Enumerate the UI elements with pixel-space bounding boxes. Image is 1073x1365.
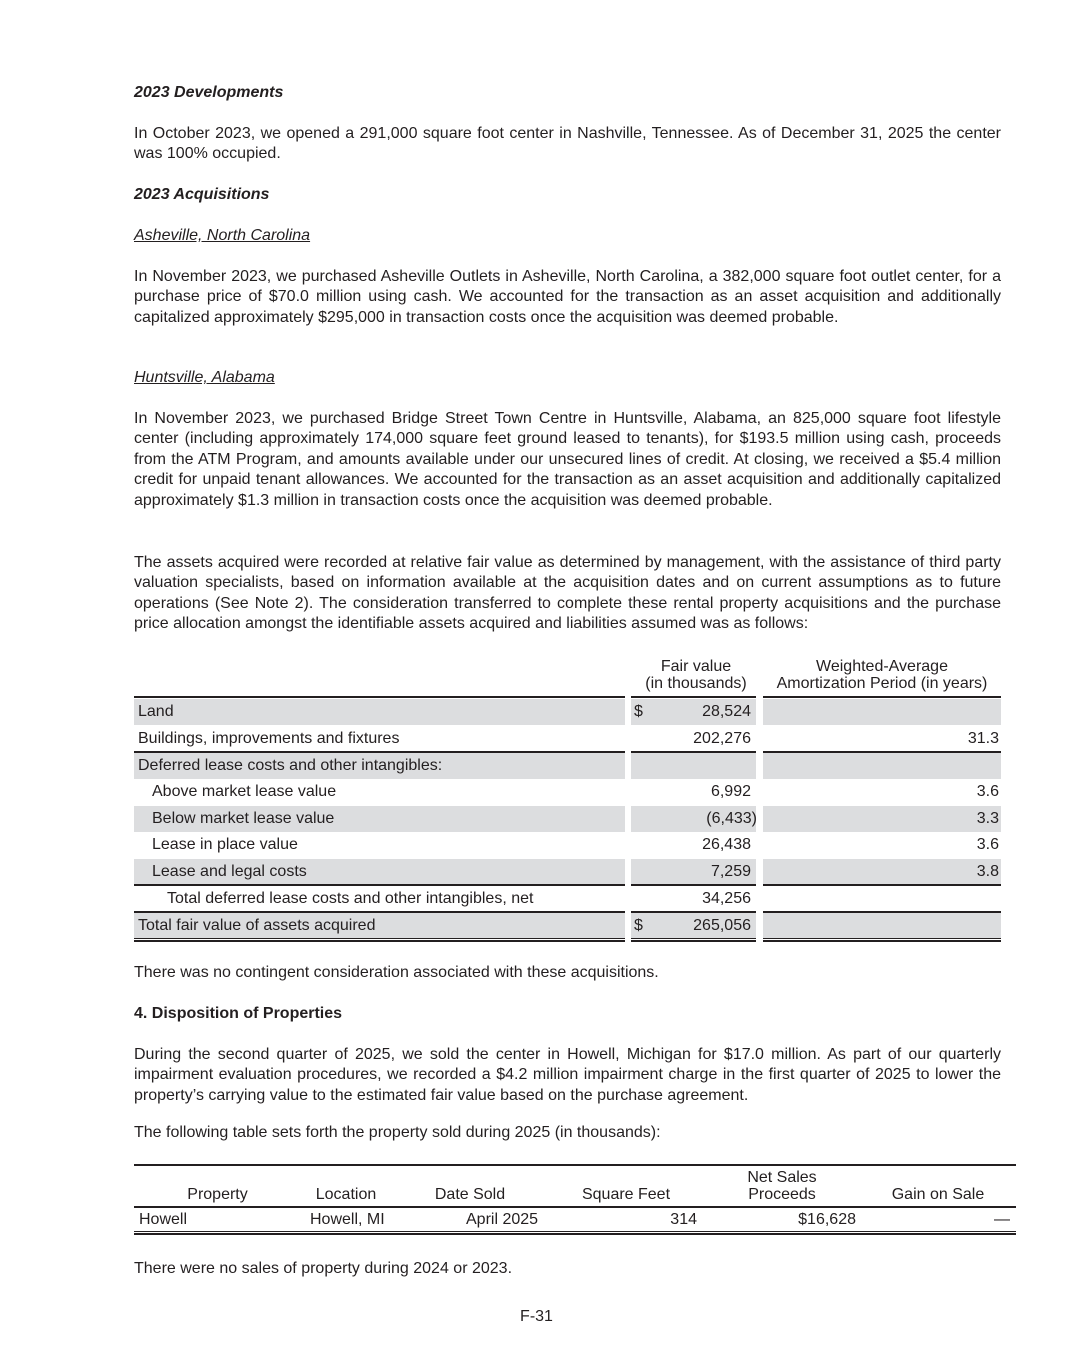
fair-value: 265,056: [693, 917, 751, 934]
header-rule: [134, 1206, 1016, 1208]
table-bottom-double-rule: [134, 1233, 1016, 1235]
row-label: Above market lease value: [152, 783, 337, 800]
developments-paragraph: In October 2023, we opened a 291,000 square foot center in Nashville, Tennessee. As of December 31, 2025 the center was 100% occupied.: [134, 125, 1001, 163]
row-label: Total deferred lease costs and other intangibles, net: [167, 890, 534, 907]
huntsville-paragraph: In November 2023, we purchased Bridge Street Town Centre in Huntsville, Alabama, an 825,000 square foot lifestyle center (including approximately 174,000 square feet ground leased to tenants), for $193.5 million using cash, proceeds from the ATM Program, and amounts available under our unsecured lines of credit. At closing, we received a $5.4 million credit for unpaid tenant allowances. We accounted for the transaction as an asset acquisition and additionally capitalized approximately $1.3 million in transaction costs once the acquisition was deemed probable.: [134, 410, 1001, 509]
amortization-period: 3.8: [976, 863, 999, 880]
amortization-period: 3.3: [976, 810, 999, 827]
page-number: F-31: [520, 1308, 553, 1325]
fair-value: 7,259: [710, 863, 751, 880]
header-rule: [631, 696, 756, 698]
fair-value-header: Fair value (in thousands): [645, 658, 747, 692]
developments-heading: 2023 Developments: [134, 84, 284, 101]
fair-value: 202,276: [693, 730, 751, 747]
table-row: [134, 913, 1001, 939]
row-label: Land: [138, 703, 174, 720]
amortization-period: 31.3: [967, 730, 999, 747]
table-bottom-double-rule: [134, 1231, 1016, 1232]
cell-property: Howell: [139, 1211, 188, 1228]
currency-symbol: $: [634, 917, 643, 934]
total-double-rule: [134, 940, 625, 942]
fair-value: 6,992: [710, 783, 751, 800]
total-double-rule: [763, 940, 1001, 942]
table-row: [134, 806, 1001, 832]
contingent-note: There was no contingent consideration associated with these acquisitions.: [134, 964, 659, 981]
disposition-paragraph: During the second quarter of 2025, we sold the center in Howell, Michigan for $17.0 million. As part of our quarterly impairment evaluation procedures, we recorded a $4.2 million impairment charge in the first quarter of 2025 to lower the property’s carrying value to the estimated fair value based on the purchase agreement.: [134, 1046, 1001, 1104]
row-label: Deferred lease costs and other intangibles:: [138, 757, 443, 774]
total-double-rule: [631, 940, 756, 942]
header-rule: [134, 696, 625, 698]
header-gain-on-sale: Gain on Sale: [891, 1186, 985, 1203]
table-row: [134, 779, 1001, 805]
amortization-period: 3.6: [976, 836, 999, 853]
fair-value: 34,256: [702, 890, 751, 907]
table-row: [134, 886, 1001, 912]
cell-gain: —: [994, 1211, 1010, 1228]
header-property: Property: [187, 1186, 248, 1203]
table-row: [134, 699, 1001, 725]
cell-date-sold: April 2025: [466, 1211, 539, 1228]
allocation-paragraph: The assets acquired were recorded at relative fair value as determined by management, with the assistance of third party valuation specialists, based on information available at the acquisition dates and on current assumptions as to future operations (See Note 2). The consideration transferred to complete these rental property acquisitions and the purchase price allocation amongst the identifiable assets acquired and liabilities assumed was as follows:: [134, 554, 1001, 633]
total-double-rule: [134, 938, 625, 939]
disposition-table-intro: The following table sets forth the property sold during 2025 (in thousands):: [134, 1124, 661, 1141]
amortization-period-header: Weighted-Average Amortization Period (in years): [776, 658, 988, 692]
total-double-rule: [631, 938, 756, 939]
table-row: [134, 726, 1001, 752]
disposition-heading: 4. Disposition of Properties: [134, 1005, 343, 1022]
acquisitions-heading: 2023 Acquisitions: [134, 186, 270, 203]
total-double-rule: [763, 938, 1001, 939]
table-row: [134, 859, 1001, 885]
row-label: Buildings, improvements and fixtures: [138, 730, 400, 747]
cell-square-feet: 314: [670, 1211, 697, 1228]
row-label: Lease and legal costs: [152, 863, 307, 880]
cell-location: Howell, MI: [310, 1211, 385, 1228]
fair-value: (6,433): [706, 810, 757, 827]
asheville-paragraph: In November 2023, we purchased Asheville Outlets in Asheville, North Carolina, a 382,000 square foot outlet center, for a purchase price of $70.0 million using cash. We accounted for the transaction as an asset acquisition and additionally capitalized approximately $295,000 in transaction costs once the acquisition was deemed probable.: [134, 268, 1001, 326]
fair-value: 26,438: [702, 836, 751, 853]
row-label: Lease in place value: [152, 836, 298, 853]
header-square-feet: Square Feet: [581, 1186, 671, 1203]
closing-note: There were no sales of property during 2024 or 2023.: [134, 1260, 513, 1277]
table-top-rule: [134, 1164, 1016, 1166]
row-label: Below market lease value: [152, 810, 335, 827]
table-row: [134, 832, 1001, 858]
header-net-sales-proceeds: Net Sales Proceeds: [747, 1169, 817, 1203]
header-date-sold: Date Sold: [434, 1186, 506, 1203]
header-rule: [763, 696, 1001, 698]
huntsville-subheading: Huntsville, Alabama: [134, 369, 275, 386]
cell-proceeds: $16,628: [798, 1211, 856, 1228]
header-location: Location: [315, 1186, 377, 1203]
currency-symbol: $: [634, 703, 643, 720]
row-label: Total fair value of assets acquired: [138, 917, 376, 934]
table-row: [134, 753, 1001, 779]
fair-value: 28,524: [702, 703, 751, 720]
asheville-subheading: Asheville, North Carolina: [134, 227, 311, 244]
amortization-period: 3.6: [976, 783, 999, 800]
